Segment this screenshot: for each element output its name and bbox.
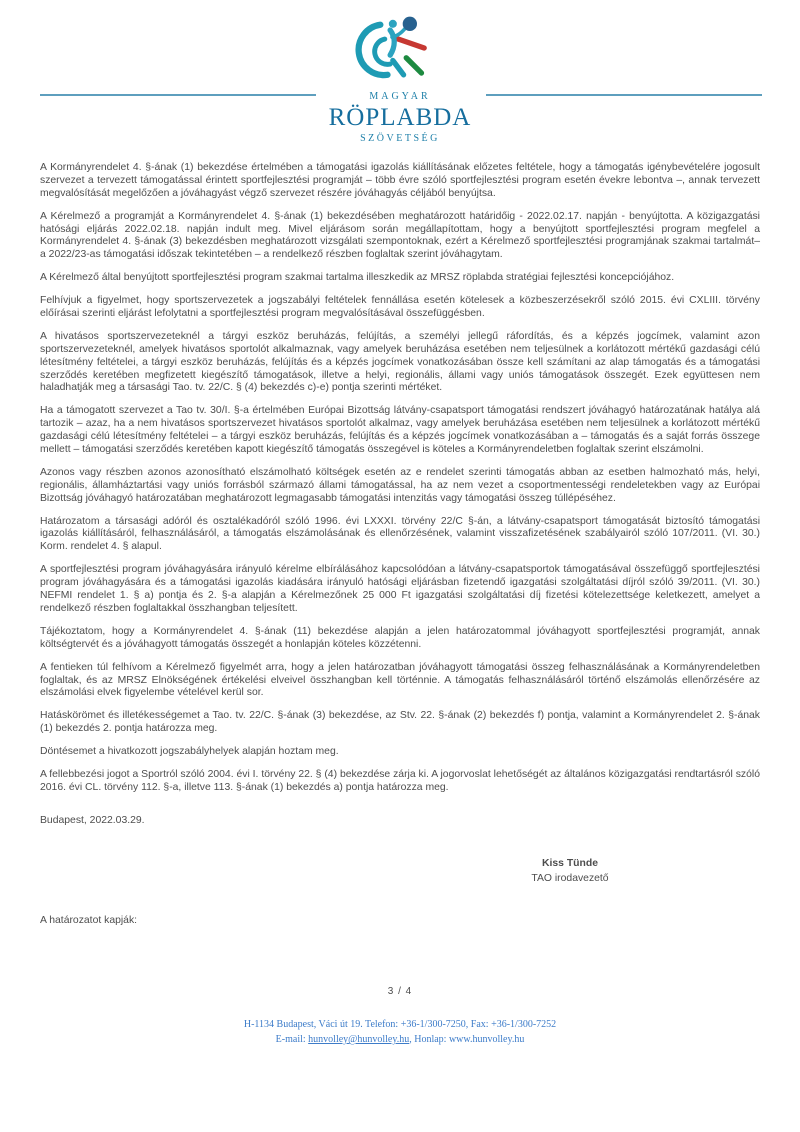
footer-email-label: E-mail: — [275, 1034, 309, 1045]
signature-block — [470, 858, 670, 886]
paragraph: A sportfejlesztési program jóváhagyására irányuló kérelme elbírálásához kapcsolódóan a látvány-csapatsportok támogatásával összefüggő sportfejlesztési program jóváhagyására és a támogatási igazolás kiadására irányuló hatósági eljárásban fizetendő igazgatási szolgáltatási díjról szóló 39/2011. (VI. 30.) NEFMI rendelet 1. § a) pontja és 2. §-a alapján a Kérelmezőnek 25 000 Ft igazgatási szolgáltatási díj fizetési kötelezettsége keletkezett, amelyet a rendelkező részben foglaltakkal összhangban teljesített. — [40, 564, 760, 614]
footer-address-line: H-1134 Budapest, Váci út 19. Telefon: +36-1/300-7250, Fax: +36-1/300-7252 — [243, 1019, 557, 1030]
recipients-label: A határozatot kapják: — [40, 915, 138, 927]
volleyball-player-icon — [345, 14, 455, 90]
paragraph: Döntésemet a hivatkozott jogszabályhelyek alapján hoztam meg. — [40, 746, 339, 758]
email-link[interactable]: hunvolley@hunvolley.hu — [308, 1034, 410, 1045]
paragraph: Hatáskörömet és illetékességemet a Tao. tv. 22/C. §-ának (3) bekezdése, az Stv. 22. §-ának (2) bekezdés f) pontja, valamint a Kormányrendelet 2. §-ának (1) bekezdés 2. pontja határozza meg. — [40, 710, 760, 735]
footer-homepage-label: , Honlap: www.hunvolley.hu — [409, 1034, 525, 1045]
paragraph: Tájékoztatom, hogy a Kormányrendelet 4. §-ának (11) bekezdése alapján a jelen határozatommal jóváhagyott sportfejlesztési programját, annak költségtervét és a jóváhagyott támogatás összegét a honlapján köteles közzétenni. — [40, 625, 760, 650]
signature-name: Kiss Tünde — [541, 857, 598, 869]
date-line: Budapest, 2022.03.29. — [40, 814, 145, 826]
paragraph: A fentieken túl felhívom a Kérelmező figyelmét arra, hogy a jelen határozatban jóváhagyott támogatási összeg felhasználásának a Kormányrendeletben foglaltak, és az MRSZ Elnökségének értékelési elveivel összhangban kell történnie. A támogatás felhasználásáról történő elszámolás ellenőrzésére az elszámolási elvek figyelembe vételével kerül sor. — [40, 661, 760, 699]
footer-contact-line — [0, 1032, 800, 1047]
paragraph: Felhívjuk a figyelmet, hogy sportszervezetek a jogszabályi feltételek fennállása esetén kötelesek a közbeszerzésekről szóló 2015. évi CXLIII. törvény előírásai szerinti eljárást lefolytatni a sportfejlesztési program megvalósításával összefüggésben. — [40, 295, 760, 320]
logo-word-roplabda: RÖPLABDA — [328, 104, 472, 131]
header-rule-right — [486, 94, 762, 96]
paragraph: A Kormányrendelet 4. §-ának (1) bekezdése értelmében a támogatási igazolás kiállításának előzetes feltétele, hogy a támogatás igénybevételére jogosult szervezet a tervezett támogatással érintett sportfejlesztési programját – több évre szóló sportfejlesztési program esetén évekre lebontva –, annak tervezett megvalósítását megelőzően a jóváhagyást végző szervezet részére jóváhagyás céljából benyújtsa. — [40, 162, 760, 199]
paragraph: A fellebbezési jogot a Sportról szóló 2004. évi I. törvény 22. § (4) bekezdése zárja ki. A jogorvoslat lehetőségét az általános közigazgatási rendtartásról szóló 2016. évi CL. törvény 112. §-a, illetve 113. §-ának (1) bekezdés a) pontja határozza meg. — [40, 768, 760, 793]
header-rule-left — [40, 94, 316, 96]
logo-word-magyar: MAGYAR — [369, 91, 431, 102]
document-body — [40, 162, 760, 928]
paragraph: A Kérelmező által benyújtott sportfejlesztési program szakmai tartalma illeszkedik az MRSZ röplabda stratégiai fejlesztési koncepciójához. — [40, 272, 675, 284]
logo-word-szovetseg: SZÖVETSÉG — [360, 133, 440, 144]
page-number: 3 / 4 — [387, 986, 413, 997]
document-footer — [0, 1017, 800, 1047]
paragraph: Határozatom a társasági adóról és osztalékadóról szóló 1996. évi LXXXI. törvény 22/C §-án, a látvány-csapatsport támogatását biztosító támogatási igazolás kiállításáról, felhasználásáról, a támogatás elszámolásának és ellenőrzésének, valamint visszafizetésének szabályairól szóló 107/2011. (VI. 30.) Korm. rendelet 4. § alapul. — [40, 515, 760, 553]
mrsz-logo — [290, 14, 510, 144]
paragraph: A Kérelmező a programját a Kormányrendelet 4. §-ának (1) bekezdésében meghatározott határidőig - 2022.02.17. napján - benyújtotta. A közigazgatási hatósági eljárás 2022.02.18. napján indult meg. Mivel eljárásom során megállapítottam, hogy a benyújtott sportfejlesztési program megfelel a Kormányrendelet 4. §-ának (3) bekezdésben meghatározott vizsgálati szempontoknak, ezért a Kérelmező sportfejlesztési programjának szakmai tartalmát– a 2022/23-as támogatási időszak tekintetében – a rendelkező részben foglaltak szerint jóváhagytam. — [40, 210, 760, 261]
paragraph: A hivatásos sportszervezeteknél a tárgyi eszköz beruházás, felújítás, a személyi jellegű ráfordítás, és a képzés jogcímek, valamint azon sportszervezeteknél, amelyek hivatásos sportolót alkalmaznak, vagy amelyek beruházása esetében nem teljesülnek a korlátozott mértékű gazdasági célú létesítmény feltételei, a tárgyi eszköz beruházás, felújítás és a képzés jogcímek vonatkozásában össze kell számítani az alap támogatás és a támogatási szerződés keretében megfizetett kiegészítő támogatások, illetve a helyi, regionális, állami vagy uniós támogatások összegét. Ezek együttesen nem haladhatják meg a társasági Tao. tv. 22/C. § (4) bekezdés c)-e) pontja szerinti mértéket. — [40, 330, 760, 394]
paragraph: Ha a támogatott szervezet a Tao tv. 30/I. §-a értelmében Európai Bizottság látvány-csapatsport támogatási rendszert jóváhagyó határozatának hatálya alá tartozik – azaz, ha a nem hivatásos sportszervezet hivatásos sportolót alkalmaz, vagy amelyek beruházása esetében nem teljesülnek a korlátozott mértékű gazdasági célú létesítmény feltételei – a tárgyi eszköz beruházás, felújítás és a képzés jogcímek vonatkozásában a – támogatás és a saját forrás összege mellett – támogatási szerződés keretében kapott kiegészítő támogatás összegével is köteles a Kormányrendeletben foglaltak szerint elszámolni. — [40, 405, 760, 456]
paragraph: Azonos vagy részben azonos azonosítható elszámolható költségek esetén az e rendelet szerinti támogatás abban az esetben halmozható más, helyi, regionális, államháztartási vagy uniós forrásból származó állami támogatással, ha az nem vezet a csoportmentességi rendeletekben vagy az Európai Bizottság jóváhagyó határozatában meghatározott legmagasabb támogatási intenzitás vagy támogatási összeg túllépéséhez. — [40, 466, 760, 504]
signature-title: TAO irodavezető — [531, 872, 609, 884]
